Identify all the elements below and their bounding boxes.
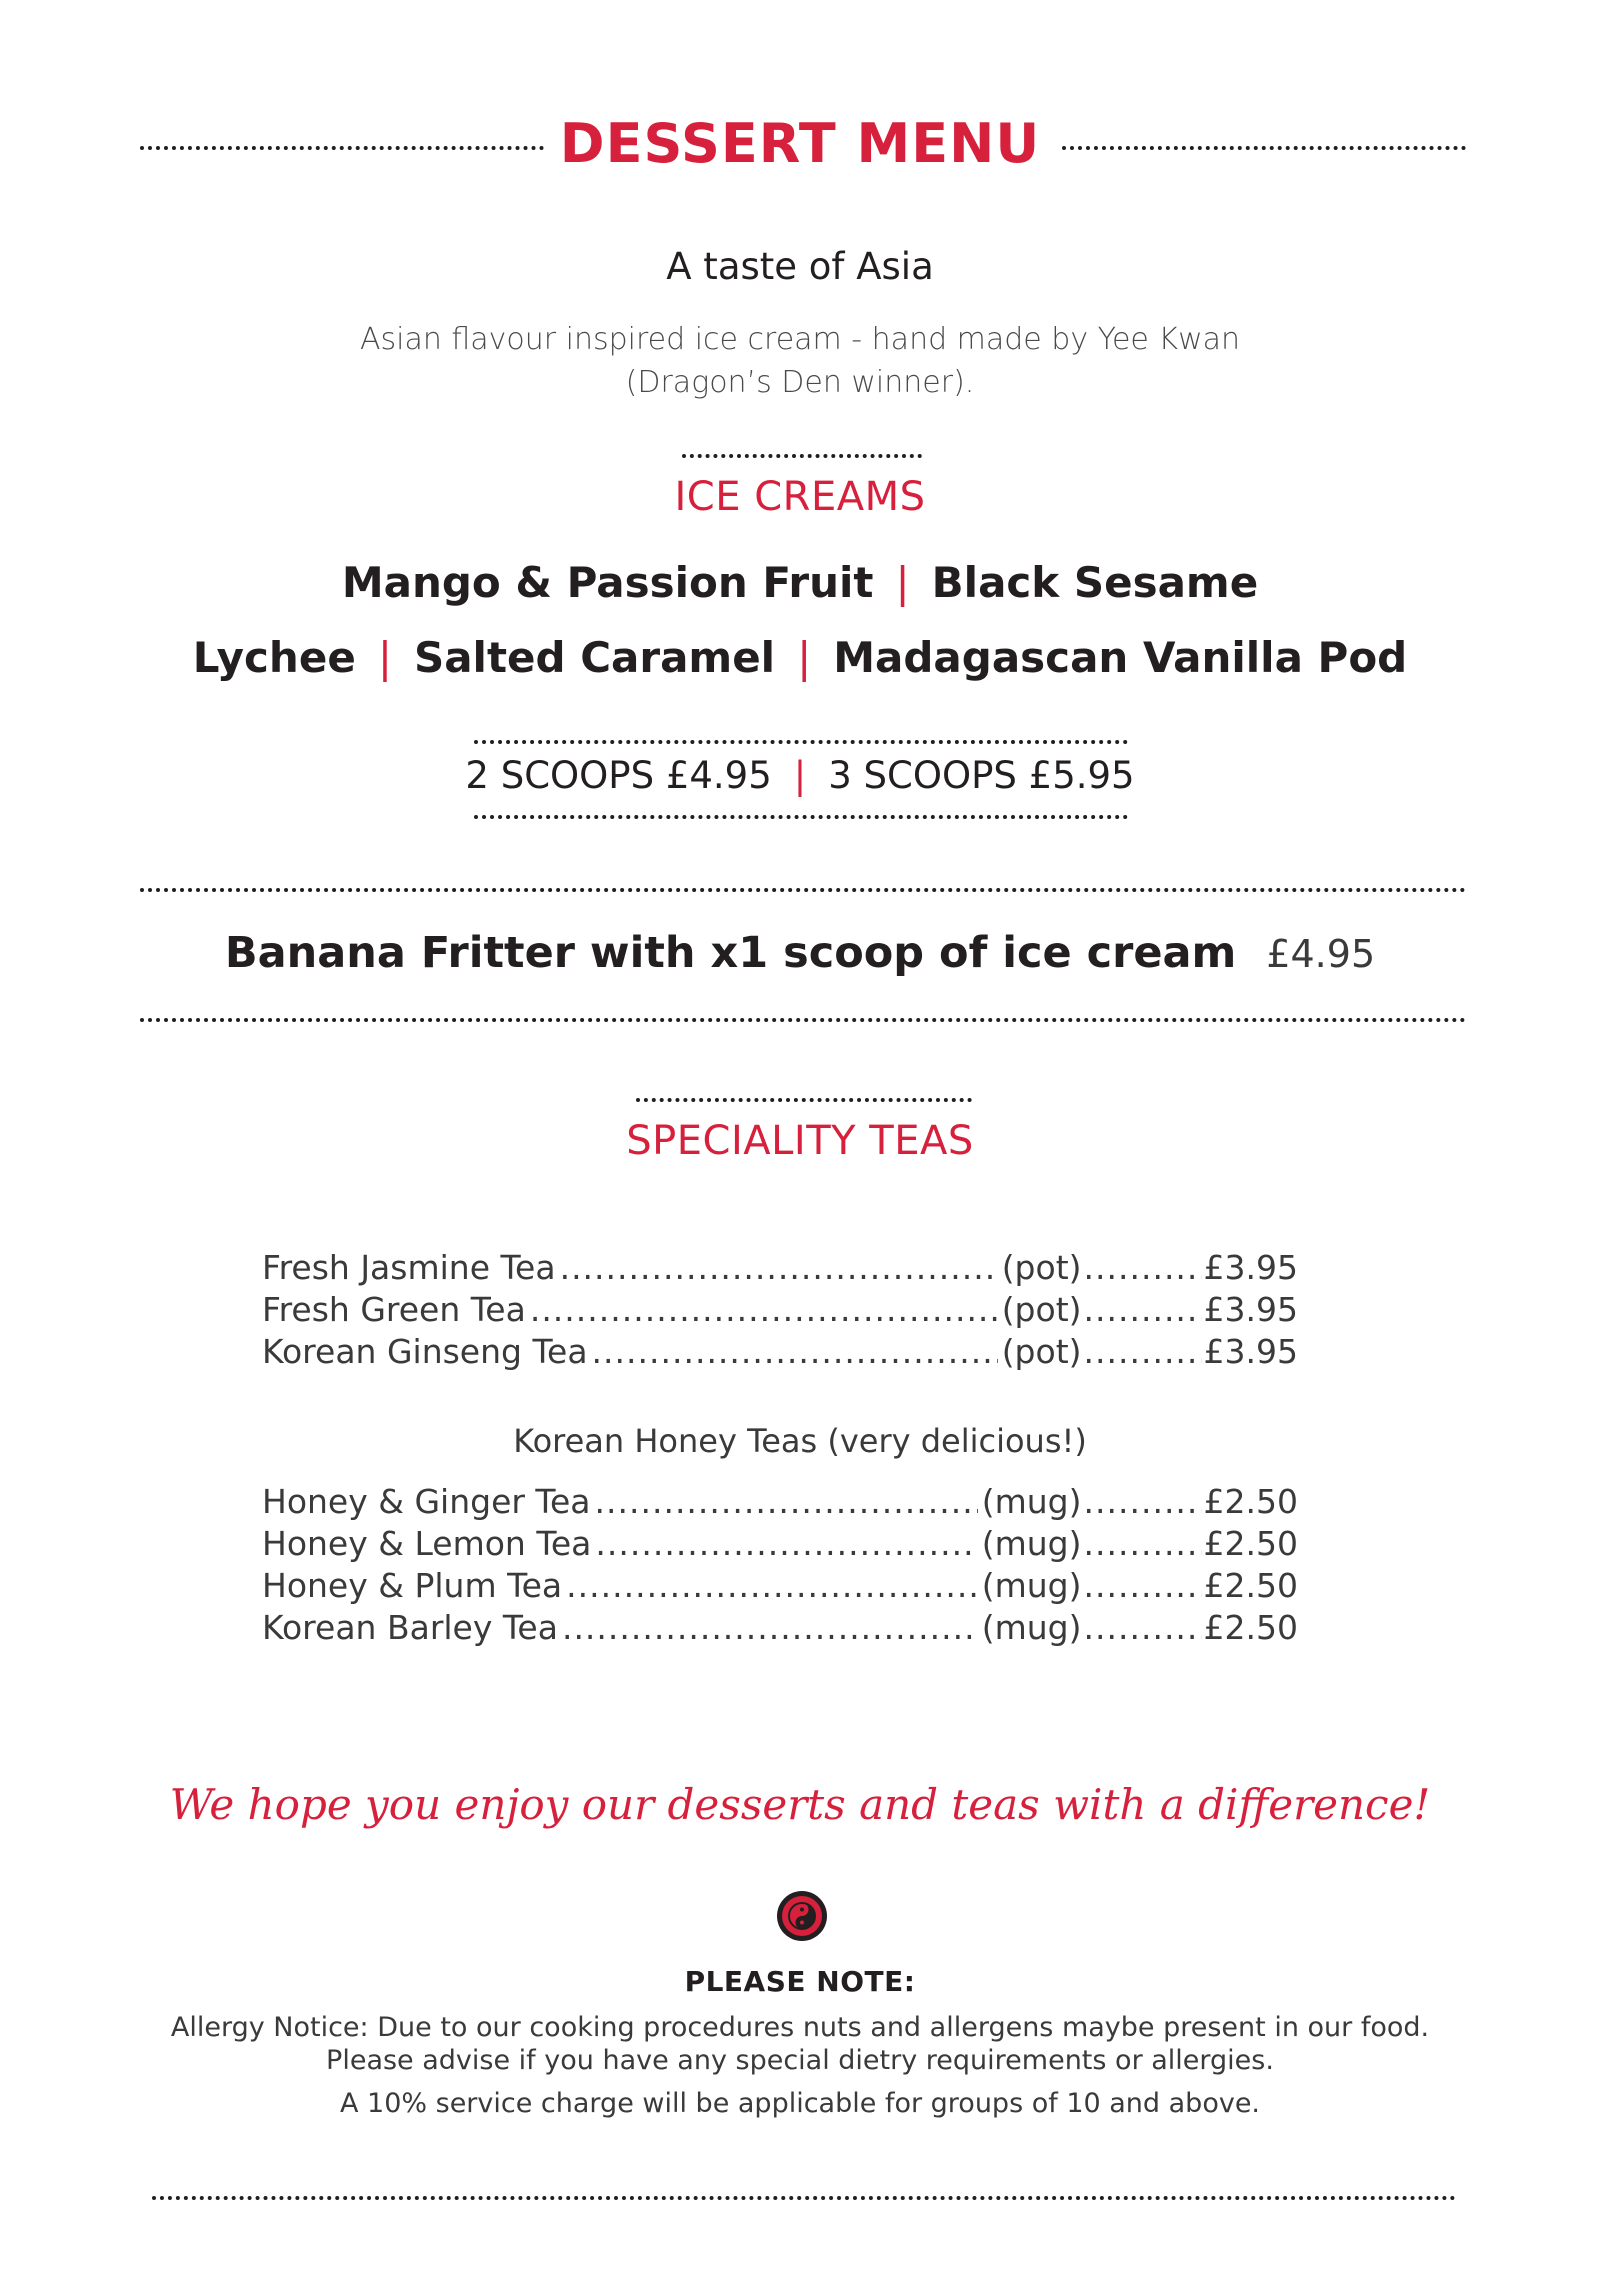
tea-price: £2.50 <box>1203 1608 1298 1647</box>
fritter-rule-bottom <box>140 1018 1466 1022</box>
dot-leader <box>1084 1482 1202 1521</box>
tea-price: £3.95 <box>1203 1290 1298 1329</box>
intro-description-line1: Asian flavour inspired ice cream - hand made by Yee Kwan <box>359 322 1241 357</box>
flavour-mango: Mango & Passion Fruit <box>341 558 874 607</box>
tea-item <box>262 1248 1298 1287</box>
tea-unit: (mug) <box>981 1608 1082 1647</box>
honey-tea-item <box>262 1482 1298 1521</box>
separator: | <box>377 633 392 682</box>
tea-name: Korean Barley Tea <box>262 1608 558 1647</box>
tea-name: Fresh Jasmine Tea <box>262 1248 556 1287</box>
tea-price: £3.95 <box>1203 1248 1298 1287</box>
tea-unit: (pot) <box>1001 1332 1082 1371</box>
tea-unit: (mug) <box>981 1566 1082 1605</box>
scoops-rule-bottom <box>474 815 1128 819</box>
honey-tea-item <box>262 1566 1298 1605</box>
dot-leader <box>530 1290 998 1329</box>
two-scoops-price: 2 SCOOPS £4.95 <box>465 754 772 797</box>
footer-rule <box>152 2196 1456 2200</box>
tea-unit: (pot) <box>1001 1248 1082 1287</box>
tea-name: Honey & Ginger Tea <box>262 1482 591 1521</box>
title-rule-right <box>1062 146 1466 150</box>
allergy-notice-line1: Allergy Notice: Due to our cooking procedures nuts and allergens maybe present in our food. <box>170 2012 1430 2043</box>
tea-price: £2.50 <box>1203 1524 1298 1563</box>
flavour-lychee: Lychee <box>192 633 356 682</box>
fritter-name: Banana Fritter with x1 scoop of ice cream <box>224 928 1237 978</box>
dot-leader <box>595 1524 977 1563</box>
dot-leader <box>592 1332 998 1371</box>
fritter-item <box>0 928 1600 978</box>
scoop-prices <box>0 754 1600 797</box>
dot-leader <box>1084 1566 1202 1605</box>
service-charge-notice: A 10% service charge will be applicable for groups of 10 and above. <box>339 2088 1261 2119</box>
tea-item <box>262 1290 1298 1329</box>
teas-heading: SPECIALITY TEAS <box>626 1118 974 1164</box>
scoops-rule-top <box>474 740 1128 744</box>
three-scoops-price: 3 SCOOPS £5.95 <box>828 754 1135 797</box>
dot-leader <box>562 1608 978 1647</box>
fritter-rule-top <box>140 888 1466 892</box>
flavour-black-sesame: Black Sesame <box>931 558 1259 607</box>
dot-leader <box>1084 1248 1202 1287</box>
honey-tea-item <box>262 1524 1298 1563</box>
tea-name: Honey & Lemon Tea <box>262 1524 592 1563</box>
closing-message: We hope you enjoy our desserts and teas with a difference! <box>169 1780 1431 1829</box>
dot-leader <box>560 1248 998 1287</box>
honey-tea-item <box>262 1608 1298 1647</box>
page-title: DESSERT MENU <box>559 112 1041 175</box>
flavour-vanilla-pod: Madagascan Vanilla Pod <box>833 633 1408 682</box>
tea-name: Korean Ginseng Tea <box>262 1332 588 1371</box>
fritter-price: £4.95 <box>1266 932 1376 976</box>
tea-unit: (mug) <box>981 1482 1082 1521</box>
ice-creams-rule <box>682 454 922 458</box>
yin-yang-icon <box>776 1890 828 1942</box>
dot-leader <box>1084 1524 1202 1563</box>
tea-price: £3.95 <box>1203 1332 1298 1371</box>
flavours-row-2 <box>0 633 1600 682</box>
tea-price: £2.50 <box>1203 1482 1298 1521</box>
honey-teas-heading: Korean Honey Teas (very delicious!) <box>513 1422 1087 1460</box>
intro-description <box>0 318 1600 404</box>
separator: | <box>793 754 807 797</box>
intro-heading: A taste of Asia <box>666 245 934 288</box>
flavours-row-1 <box>0 558 1600 607</box>
separator: | <box>797 633 812 682</box>
intro-description-line2: (Dragon’s Den winner). <box>625 365 975 400</box>
tea-price: £2.50 <box>1203 1566 1298 1605</box>
ice-creams-heading: ICE CREAMS <box>674 474 926 520</box>
tea-name: Honey & Plum Tea <box>262 1566 563 1605</box>
dot-leader <box>595 1482 978 1521</box>
dot-leader <box>1084 1608 1202 1647</box>
allergy-notice-line2: Please advise if you have any special dietry requirements or allergies. <box>326 2045 1274 2076</box>
dot-leader <box>1084 1290 1202 1329</box>
dot-leader <box>1084 1332 1202 1371</box>
tea-unit: (pot) <box>1001 1290 1082 1329</box>
tea-name: Fresh Green Tea <box>262 1290 526 1329</box>
tea-unit: (mug) <box>981 1524 1082 1563</box>
separator: | <box>895 558 910 607</box>
note-title: PLEASE NOTE: <box>684 1965 916 1998</box>
flavour-salted-caramel: Salted Caramel <box>413 633 776 682</box>
dot-leader <box>566 1566 978 1605</box>
tea-item <box>262 1332 1298 1371</box>
teas-rule <box>636 1098 972 1102</box>
